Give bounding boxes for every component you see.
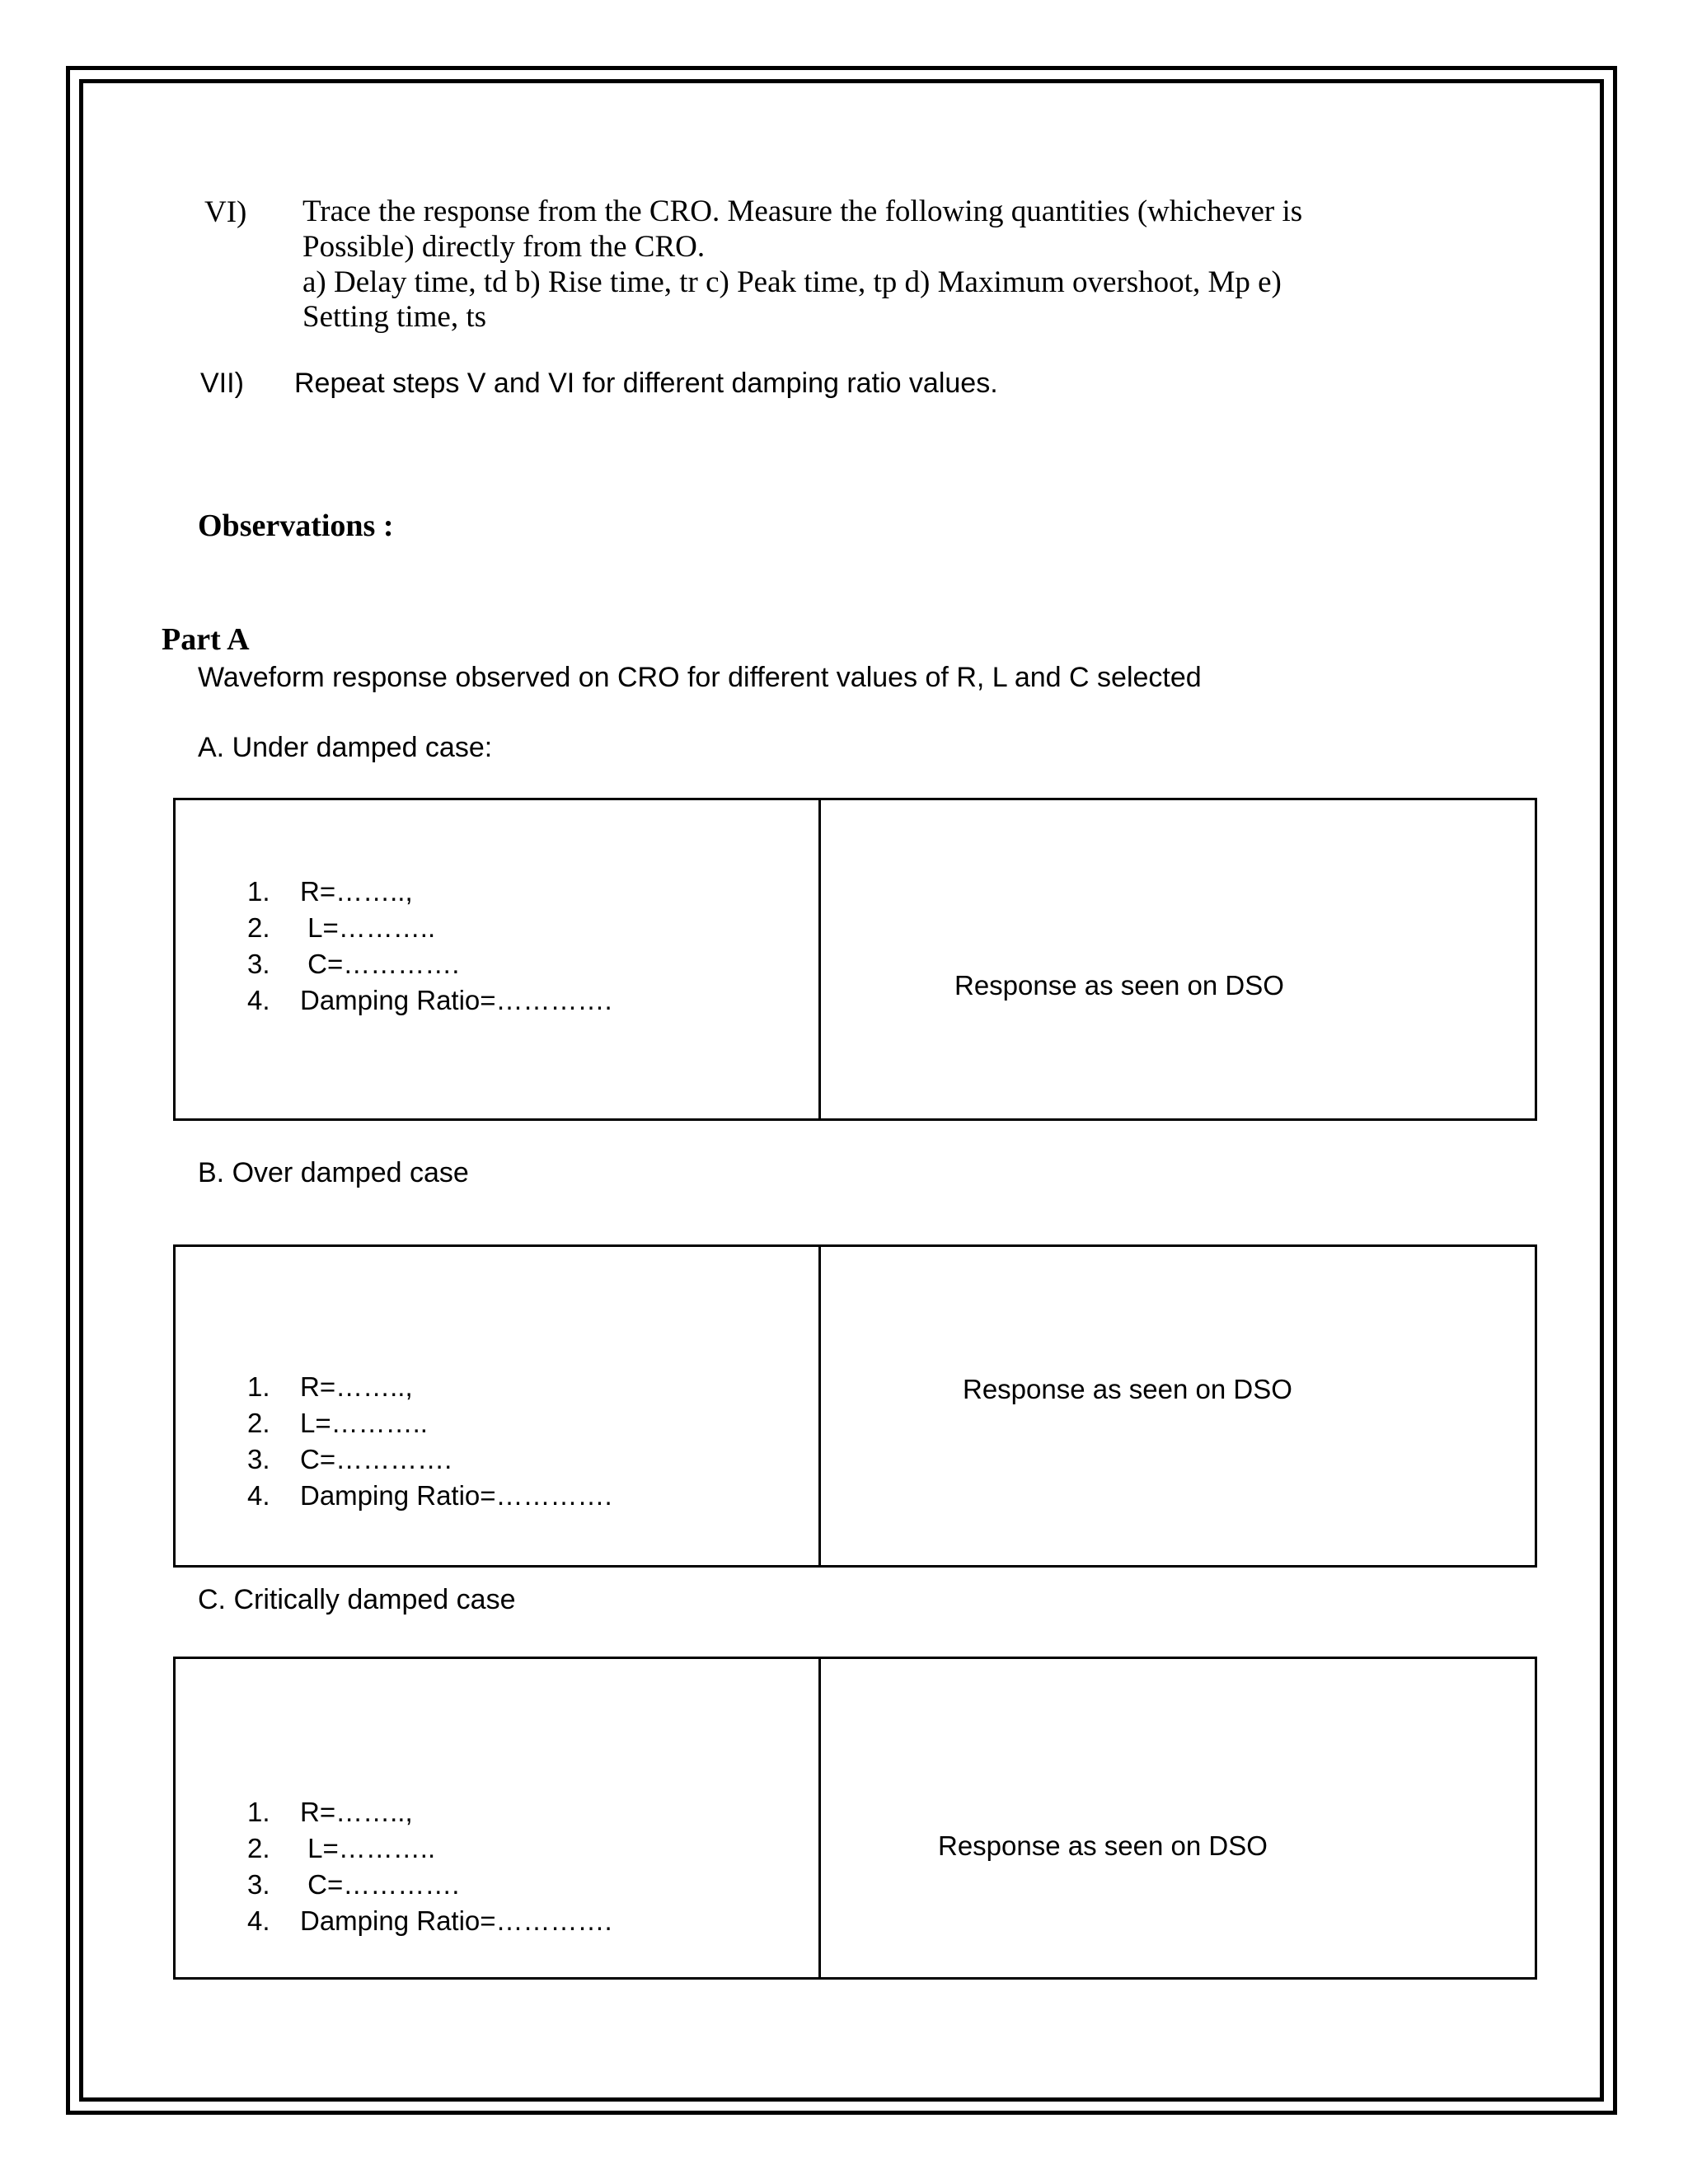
param-c: C=…………. [300,1444,452,1474]
case-c-response: Response as seen on DSO [938,1830,1268,1861]
param-item [247,1369,612,1405]
param-item [247,1441,612,1478]
param-damping-ratio: Damping Ratio=…………. [300,985,612,1015]
param-item [247,1405,612,1441]
case-c-table [173,1657,1537,1980]
case-b-table [173,1244,1537,1568]
param-number: 4. [247,985,270,1015]
param-c: C=…………. [300,949,460,979]
param-number: 1. [247,1797,270,1827]
param-l: L=……….. [300,912,436,943]
step-vi-line-1: Trace the response from the CRO. Measure the following quantities (whichever is [302,194,1303,228]
param-number: 3. [247,949,270,979]
case-a-param-list [247,874,612,1019]
param-item [247,1794,612,1830]
param-number: 2. [247,1408,270,1438]
param-l: L=……….. [300,1408,428,1438]
param-number: 1. [247,1371,270,1402]
case-c-title: C. Critically damped case [198,1584,516,1615]
param-number: 3. [247,1869,270,1900]
step-vi-line-4: Setting time, ts [302,300,487,334]
case-b-response: Response as seen on DSO [963,1374,1292,1404]
param-number: 3. [247,1444,270,1474]
param-number: 4. [247,1905,270,1936]
param-item [247,1903,612,1939]
param-number: 2. [247,1833,270,1863]
step-vi-number: VI) [204,195,247,229]
case-b-title: B. Over damped case [198,1157,469,1188]
param-item [247,1867,612,1903]
case-a-response: Response as seen on DSO [954,970,1284,1001]
table-divider [818,1659,821,1977]
param-number: 2. [247,912,270,943]
part-a-description: Waveform response observed on CRO for different values of R, L and C selected [198,662,1202,693]
table-divider [818,1247,821,1565]
param-item [247,874,612,910]
param-l: L=……….. [300,1833,436,1863]
observations-heading: Observations : [198,509,394,543]
param-item [247,1478,612,1514]
case-b-param-list [247,1369,612,1514]
param-r: R=…….., [300,1371,413,1402]
param-r: R=…….., [300,876,413,907]
param-item [247,982,612,1019]
param-item [247,946,612,982]
param-number: 1. [247,876,270,907]
step-vii-number: VII) [200,368,244,399]
case-a-title: A. Under damped case: [198,732,493,763]
table-divider [818,800,821,1118]
param-item [247,1830,612,1867]
step-vi-line-3: a) Delay time, td b) Rise time, tr c) Peak time, tp d) Maximum overshoot, Mp e) [302,265,1282,299]
param-number: 4. [247,1480,270,1511]
part-a-heading: Part A [162,622,250,657]
case-c-param-list [247,1794,612,1939]
param-c: C=…………. [300,1869,460,1900]
param-damping-ratio: Damping Ratio=…………. [300,1480,612,1511]
case-a-table [173,798,1537,1121]
param-r: R=…….., [300,1797,413,1827]
step-vii-text: Repeat steps V and VI for different damping ratio values. [294,368,998,399]
param-item [247,910,612,946]
step-vi-line-2: Possible) directly from the CRO. [302,230,706,264]
param-damping-ratio: Damping Ratio=…………. [300,1905,612,1936]
